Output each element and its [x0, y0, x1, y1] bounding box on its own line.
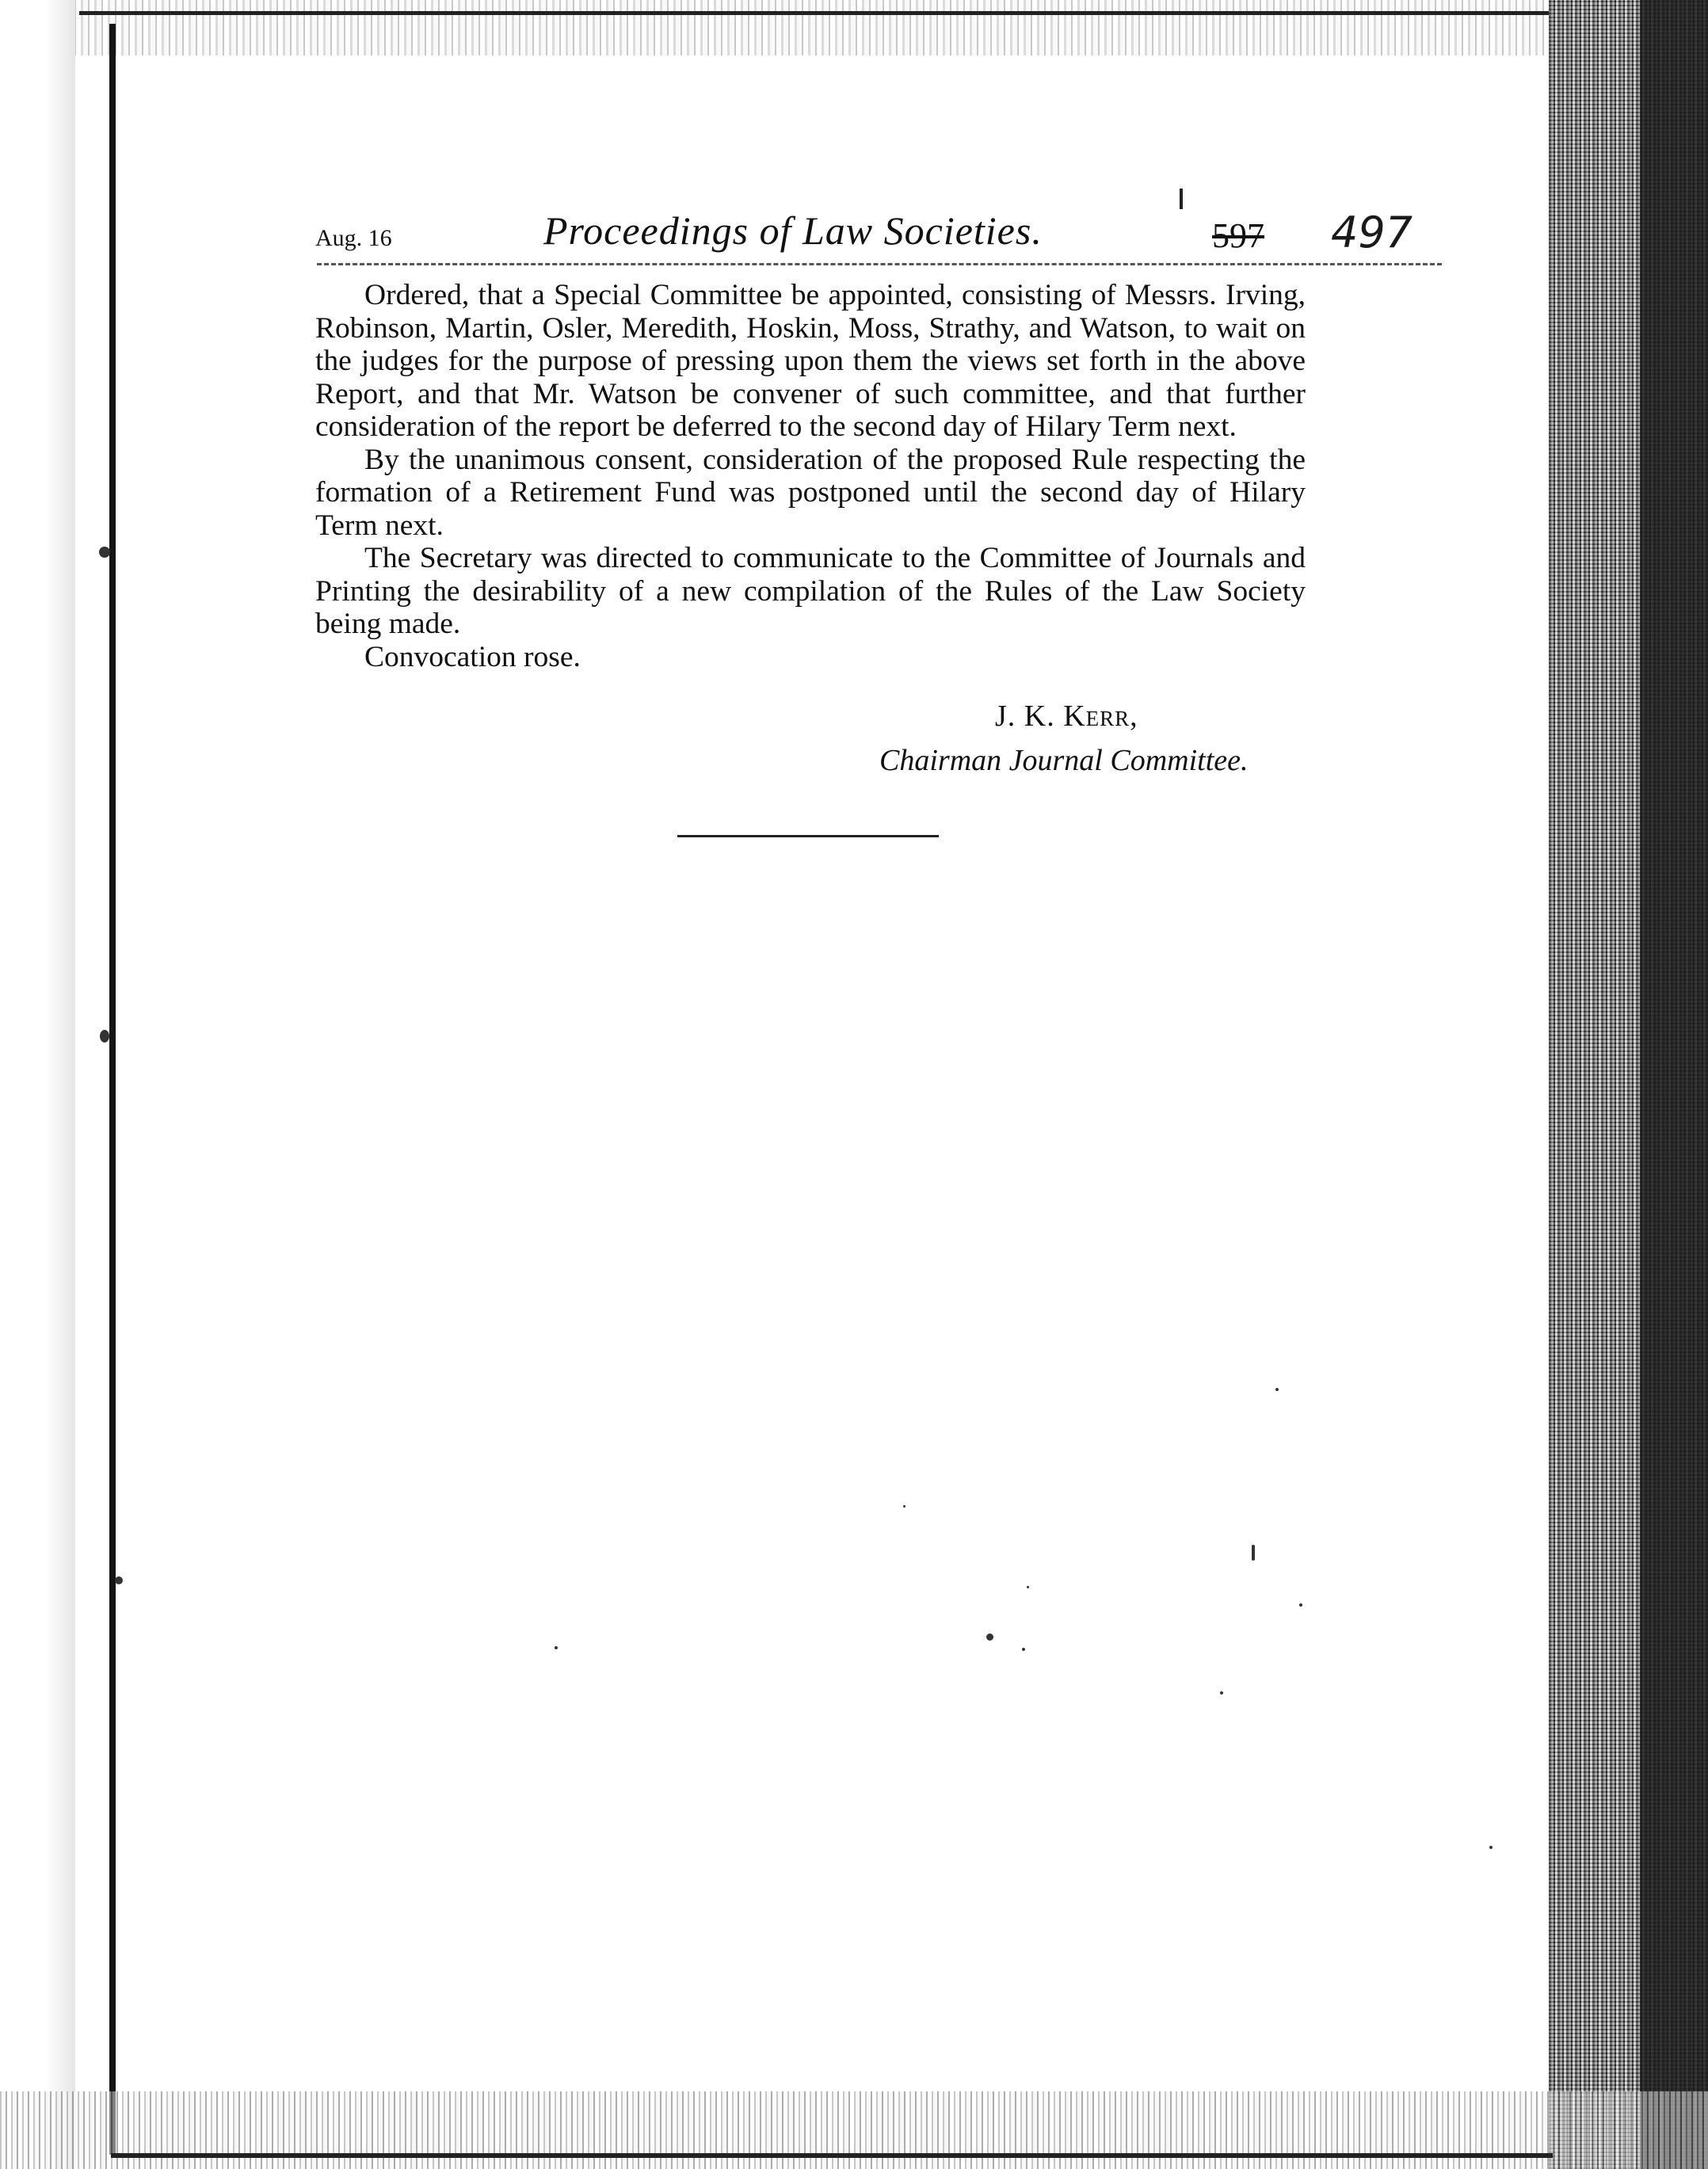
scan-speck — [1299, 1603, 1302, 1607]
scan-speck — [1220, 1691, 1223, 1694]
paragraph: The Secretary was directed to communicate to the Committee of Journals and Printing the desirability of a new compilation of the Rules of the Law Society being made. — [315, 542, 1306, 640]
scan-speck — [1252, 1545, 1255, 1561]
end-rule — [677, 835, 939, 837]
signature-surname: Kerr, — [1063, 699, 1138, 733]
scan-speck — [986, 1633, 993, 1641]
body-text — [315, 279, 1306, 673]
scan-top-line — [79, 11, 1553, 15]
scan-speck — [115, 1576, 123, 1584]
binding-edge-line — [109, 24, 116, 2155]
paragraph: By the unanimous consent, consideration of the proposed Rule respecting the formation of a Retirement Fund was postponed until the second day of Hilary Term next. — [315, 443, 1306, 542]
scan-speck — [100, 1030, 109, 1043]
scan-speck — [1022, 1648, 1025, 1651]
scan-speck — [555, 1646, 558, 1649]
scan-speck — [903, 1505, 905, 1508]
scan-speck — [1027, 1586, 1029, 1588]
running-head-title: Proceedings of Law Societies. — [543, 208, 1043, 253]
scan-left-margin — [0, 0, 75, 2169]
signature-title: Chairman Journal Committee. — [879, 744, 1249, 777]
scan-bottom-line — [111, 2153, 1553, 2158]
scan-speck — [99, 547, 110, 558]
paragraph: Convocation rose. — [364, 640, 581, 673]
scan-right-shadow — [1640, 0, 1708, 2169]
scan-speck — [1275, 1388, 1279, 1391]
paragraph: Ordered, that a Special Committee be appointed, consisting of Messrs. Irving, Robinson, Martin, Osler, Meredith, Hoskin, Moss, Strathy, and Watson, to wait on the judges for the purpose of pressing upon them the views set forth in the above Report, and that Mr. Watson be convener of such committee, and that further consideration of the report be deferred to the second day of Hilary Term next. — [315, 279, 1306, 443]
struck-page-number: 597 — [1212, 216, 1264, 255]
ink-mark — [1180, 189, 1183, 209]
signature-name — [995, 699, 1138, 734]
header-rule — [317, 263, 1442, 265]
handwritten-page-number: 497 — [1331, 208, 1413, 257]
scan-speck — [1489, 1846, 1493, 1849]
scan-top-edge — [0, 0, 1708, 55]
running-head-date: Aug. 16 — [315, 225, 392, 251]
signature-initials: J. K. — [995, 699, 1055, 733]
